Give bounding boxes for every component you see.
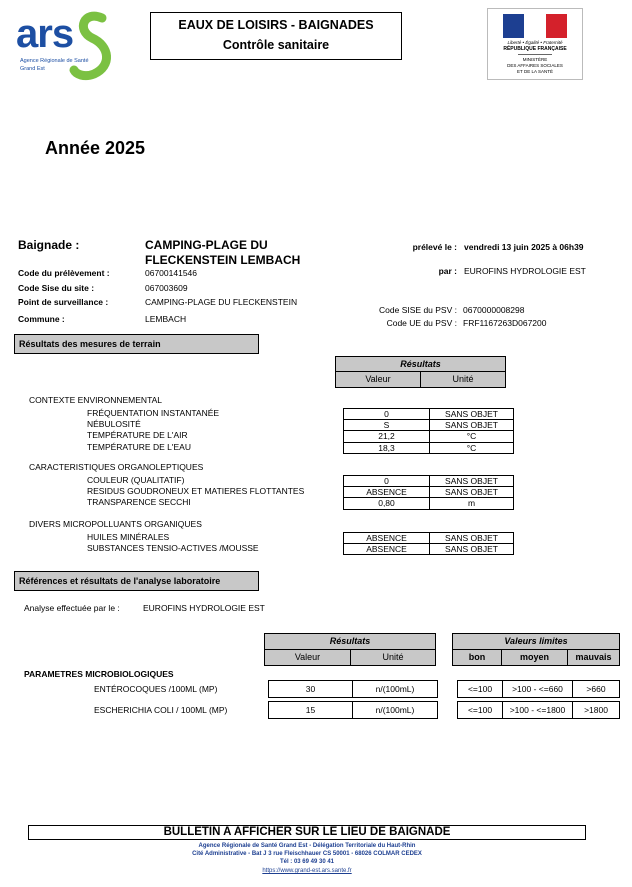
terrain-col-valeur: Valeur: [335, 371, 421, 388]
terrain-row-label: SUBSTANCES TENSIO-ACTIVES /MOUSSE: [87, 543, 259, 554]
labo-row-mauvais: >1800: [572, 701, 620, 719]
labo-row-unit: n/(100mL): [352, 680, 438, 698]
terrain-row-label: COULEUR (QUALITATIF): [87, 475, 185, 485]
terrain-row-value: 0,80: [343, 497, 430, 509]
baignade-value-line1: CAMPING-PLAGE DU: [145, 238, 268, 252]
analyse-value: EUROFINS HYDROLOGIE EST: [143, 603, 265, 613]
terrain-row-label: TRANSPARENCE SECCHI: [87, 497, 191, 508]
ars-logo-sub2: Grand Est: [20, 66, 45, 72]
preleve-value: vendredi 13 juin 2025 à 06h39: [464, 242, 584, 252]
terrain-row-unit: °C: [429, 442, 514, 454]
footer-line3: Tél : 03 69 49 30 41: [279, 859, 335, 865]
republic-motto: Liberté • Égalité • Fraternité: [507, 40, 563, 45]
labo-row-bon: <=100: [457, 680, 503, 698]
labo-row-label: ENTÉROCOQUES /100ML (MP): [94, 684, 218, 694]
par-label: par :: [438, 266, 457, 276]
labo-col-unite: Unité: [350, 649, 436, 666]
header-title: EAUX DE LOISIRS - BAIGNADES: [178, 18, 374, 32]
ars-logo: [14, 8, 124, 83]
terrain-row-label: FRÉQUENTATION INSTANTANÉE: [87, 408, 220, 418]
ministry-line1: MINISTÈRE: [522, 57, 548, 62]
preleve-label: prélevé le :: [412, 242, 457, 252]
terrain-row-label: TEMPÉRATURE DE L'EAU: [87, 441, 191, 452]
terrain-group-title: DIVERS MICROPOLLUANTS ORGANIQUES: [29, 519, 202, 529]
baignade-value-line2: FLECKENSTEIN LEMBACH: [145, 253, 301, 267]
ministry-line2: DES AFFAIRES SOCIALES: [507, 63, 563, 68]
labo-row-value: 30: [268, 680, 353, 698]
labo-row-moyen: >100 - <=660: [502, 680, 573, 698]
labo-results-header: Résultats: [264, 633, 436, 650]
point-surveillance-label: Point de surveillance :: [18, 297, 109, 307]
terrain-row-unit: SANS OBJET: [429, 475, 514, 487]
ministry-line3: ET DE LA SANTÉ: [517, 69, 553, 74]
labo-col-moyen: moyen: [501, 649, 568, 666]
labo-row-label: ESCHERICHIA COLI / 100ML (MP): [94, 705, 228, 715]
header-subtitle: Contrôle sanitaire: [222, 38, 330, 52]
code-sise-psv-value: 0670000008298: [463, 305, 525, 315]
labo-row-unit: n/(100mL): [352, 701, 438, 719]
point-surveillance-value: CAMPING-PLAGE DU FLECKENSTEIN: [145, 297, 298, 307]
code-sise-psv-label: Code SISE du PSV :: [379, 305, 457, 315]
code-ue-psv-label: Code UE du PSV :: [386, 318, 457, 328]
code-prelevement-label: Code du prélèvement :: [18, 268, 110, 278]
terrain-row-value: 21,2: [343, 430, 430, 442]
terrain-row-unit: m: [429, 497, 514, 509]
bulletin-banner: BULLETIN A AFFICHER SUR LE LIEU DE BAIGNADE: [28, 825, 586, 840]
terrain-row-value: ABSENCE: [343, 486, 430, 498]
labo-section-title: Références et résultats de l'analyse laboratoire: [14, 571, 259, 591]
labo-group-title: PARAMETRES MICROBIOLOGIQUES: [24, 669, 174, 679]
terrain-section-title: Résultats des mesures de terrain: [14, 334, 259, 354]
commune-value: LEMBACH: [145, 314, 187, 324]
code-sise-site-value: 067003609: [145, 283, 188, 293]
par-value: EUROFINS HYDROLOGIE EST: [464, 266, 586, 276]
header-title-box: [150, 12, 402, 60]
labo-row-bon: <=100: [457, 701, 503, 719]
marianne-flag-icon: [503, 14, 567, 38]
terrain-row-label: NÉBULOSITÉ: [87, 419, 141, 430]
terrain-row-value: 18,3: [343, 442, 430, 454]
terrain-results-header: Résultats: [335, 356, 506, 372]
ars-logo-text: ars: [16, 12, 74, 56]
terrain-row-label: RESIDUS GOUDRONEUX ET MATIERES FLOTTANTES: [87, 486, 305, 497]
labo-row-value: 15: [268, 701, 353, 719]
terrain-row-value: 0: [343, 475, 430, 487]
terrain-row-value: ABSENCE: [343, 543, 430, 555]
baignade-label: Baignade :: [18, 238, 80, 252]
terrain-group-title: CARACTERISTIQUES ORGANOLEPTIQUES: [29, 462, 204, 472]
footer-line1: Agence Régionale de Santé Grand Est - Délégation Territoriale du Haut-Rhin: [198, 843, 416, 849]
terrain-group-title: CONTEXTE ENVIRONNEMENTAL: [29, 395, 163, 405]
code-sise-site-label: Code Sise du site :: [18, 283, 95, 293]
footer-line2: Cité Administrative - Bat J 3 rue Fleischhauer CS 50001 - 68026 COLMAR CEDEX: [192, 851, 422, 857]
labo-col-bon: bon: [452, 649, 502, 666]
code-prelevement-value: 06700141546: [145, 268, 198, 278]
terrain-row-value: 0: [343, 408, 430, 420]
terrain-row-label: TEMPÉRATURE DE L'AIR: [87, 430, 188, 441]
terrain-row-label: HUILES MINÉRALES: [87, 532, 170, 542]
labo-limits-header: Valeurs limites: [452, 633, 620, 650]
labo-col-mauvais: mauvais: [567, 649, 620, 666]
terrain-row-value: S: [343, 419, 430, 431]
commune-label: Commune :: [18, 314, 65, 324]
terrain-row-unit: SANS OBJET: [429, 486, 514, 498]
republic-logo: [487, 8, 583, 80]
terrain-row-unit: SANS OBJET: [429, 408, 514, 420]
terrain-row-unit: SANS OBJET: [429, 532, 514, 544]
footer-link[interactable]: [28, 868, 586, 874]
republic-name: RÉPUBLIQUE FRANÇAISE: [503, 46, 567, 52]
code-ue-psv-value: FRF1167263D067200: [463, 318, 547, 328]
ars-website-link[interactable]: https://www.grand-est.ars.sante.fr: [262, 868, 352, 874]
terrain-row-unit: SANS OBJET: [429, 419, 514, 431]
terrain-row-value: ABSENCE: [343, 532, 430, 544]
labo-col-valeur: Valeur: [264, 649, 351, 666]
labo-row-mauvais: >660: [572, 680, 620, 698]
labo-row-moyen: >100 - <=1800: [502, 701, 573, 719]
terrain-col-unite: Unité: [420, 371, 506, 388]
analyse-label: Analyse effectuée par le :: [24, 603, 120, 613]
terrain-row-unit: SANS OBJET: [429, 543, 514, 555]
year-title: Année 2025: [45, 138, 146, 158]
ars-logo-sub1: Agence Régionale de Santé: [20, 58, 89, 64]
terrain-row-unit: °C: [429, 430, 514, 442]
